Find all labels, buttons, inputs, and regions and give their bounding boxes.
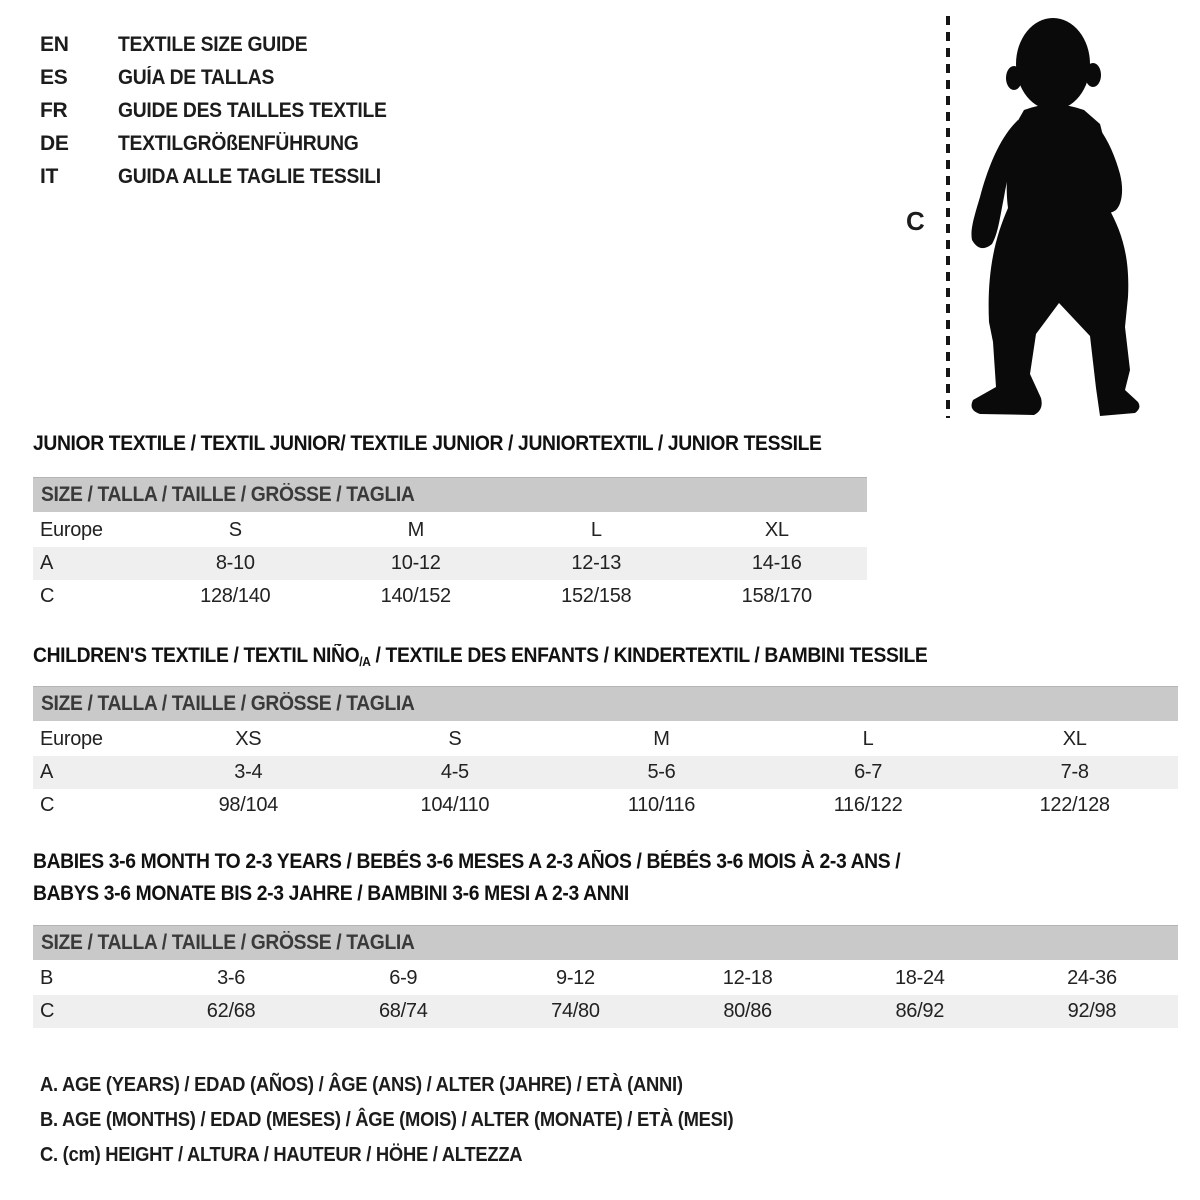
babies-title-line2: BABYS 3-6 MONATE BIS 2-3 JAHRE / BAMBINI 3-6 MESI A 2-3 ANNI: [33, 882, 629, 905]
value-cell: 158/170: [741, 585, 812, 607]
language-list: [40, 28, 410, 193]
table-row-europe: [33, 723, 1178, 756]
childrens-title-subscript: /A: [359, 654, 371, 669]
childrens-title-post: / TEXTILE DES ENFANTS / KINDERTEXTIL / BAMBINI TESSILE: [370, 644, 928, 667]
value-cell: S: [448, 728, 462, 750]
legend: [40, 1068, 794, 1173]
value-cell: 18-24: [894, 967, 945, 989]
legend-line-c: C. (cm) HEIGHT / ALTURA / HAUTEUR / HÖHE / ALTEZZA: [40, 1144, 523, 1166]
value-cell: 9-12: [556, 967, 595, 989]
value-cell: S: [228, 519, 242, 541]
babies-size-table: [33, 925, 1178, 1028]
size-header-label: SIZE / TALLA / TAILLE / GRÖSSE / TAGLIA: [41, 931, 415, 954]
value-cell: 24-36: [1067, 967, 1117, 989]
row-label-cell: A: [40, 761, 54, 783]
row-label-cell: B: [40, 967, 54, 989]
value-cell: 7-8: [1060, 761, 1089, 783]
value-cell: 62/68: [206, 1000, 256, 1022]
height-dashed-line: [946, 16, 950, 418]
language-code: FR: [40, 98, 68, 122]
value-cell: XL: [764, 519, 789, 541]
value-cell: 3-4: [234, 761, 263, 783]
language-row-fr: [40, 94, 410, 127]
row-label-cell: C: [40, 1000, 55, 1022]
language-title: TEXTILGRÖßENFÜHRUNG: [118, 131, 359, 155]
value-cell: 140/152: [380, 585, 451, 607]
size-header-bar: [33, 925, 1178, 960]
table-row-europe: [33, 514, 867, 547]
value-cell: L: [862, 728, 874, 750]
value-cell: 116/122: [833, 794, 903, 816]
language-title: GUÍA DE TALLAS: [118, 65, 275, 89]
language-code: EN: [40, 32, 69, 56]
value-cell: 6-7: [854, 761, 883, 783]
value-cell: 12-13: [571, 552, 622, 574]
value-cell: 92/98: [1067, 1000, 1117, 1022]
value-cell: 74/80: [551, 1000, 600, 1022]
legend-line-a: A. AGE (YEARS) / EDAD (AÑOS) / ÂGE (ANS) / ALTER (JAHRE) / ETÀ (ANNI): [40, 1074, 683, 1096]
size-header-label: SIZE / TALLA / TAILLE / GRÖSSE / TAGLIA: [41, 692, 415, 715]
size-header-label: SIZE / TALLA / TAILLE / GRÖSSE / TAGLIA: [41, 483, 415, 506]
value-cell: 110/116: [627, 794, 696, 816]
legend-line-b: B. AGE (MONTHS) / EDAD (MESES) / ÂGE (MOIS) / ALTER (MONATE) / ETÀ (MESI): [40, 1109, 734, 1131]
value-cell: M: [653, 728, 670, 750]
language-code: ES: [40, 65, 68, 89]
language-title: GUIDE DES TAILLES TEXTILE: [118, 98, 387, 122]
value-cell: 6-9: [389, 967, 418, 989]
value-cell: 80/86: [723, 1000, 772, 1022]
value-cell: 152/158: [561, 585, 632, 607]
value-cell: 3-6: [217, 967, 246, 989]
value-cell: 122/128: [1039, 794, 1110, 816]
row-label-cell: C: [40, 585, 55, 607]
language-row-en: [40, 28, 410, 61]
value-cell: 104/110: [420, 794, 490, 816]
figure-measure-label: C: [906, 206, 925, 236]
value-cell: 5-6: [647, 761, 676, 783]
language-title: TEXTILE SIZE GUIDE: [118, 32, 308, 56]
value-cell: 98/104: [218, 794, 278, 816]
table-row-age-months: [33, 962, 1178, 995]
value-cell: 128/140: [200, 585, 271, 607]
childrens-title-pre: CHILDREN'S TEXTILE / TEXTIL NIÑO: [33, 644, 360, 667]
table-row-height: [33, 580, 867, 613]
table-row-age-years: [33, 547, 867, 580]
language-row-it: [40, 160, 410, 193]
value-cell: 4-5: [440, 761, 469, 783]
value-cell: XL: [1062, 728, 1087, 750]
value-cell: 8-10: [215, 552, 255, 574]
childrens-section-title: [33, 644, 927, 669]
childrens-size-table: [33, 686, 1178, 822]
value-cell: 14-16: [751, 552, 802, 574]
value-cell: 10-12: [390, 552, 441, 574]
junior-section-title: JUNIOR TEXTILE / TEXTIL JUNIOR/ TEXTILE JUNIOR / JUNIORTEXTIL / JUNIOR TESSILE: [33, 432, 822, 455]
language-code: IT: [40, 164, 59, 188]
table-row-height: [33, 789, 1178, 822]
value-cell: 12-18: [722, 967, 773, 989]
size-header-bar: [33, 477, 867, 512]
value-cell: 86/92: [895, 1000, 945, 1022]
language-row-de: [40, 127, 410, 160]
toddler-silhouette-icon: [960, 12, 1140, 422]
row-label-cell: Europe: [40, 519, 103, 541]
babies-title-line1: BABIES 3-6 MONTH TO 2-3 YEARS / BEBÉS 3-6 MESES A 2-3 AÑOS / BÉBÉS 3-6 MOIS À 2-3 ANS /: [33, 850, 901, 873]
value-cell: M: [407, 519, 424, 541]
language-row-es: [40, 61, 410, 94]
table-row-height: [33, 995, 1178, 1028]
table-row-age-years: [33, 756, 1178, 789]
row-label-cell: C: [40, 794, 55, 816]
babies-section-title: [33, 846, 976, 910]
row-label-cell: Europe: [40, 728, 103, 750]
row-label-cell: A: [40, 552, 54, 574]
language-title: GUIDA ALLE TAGLIE TESSILI: [118, 164, 381, 188]
size-header-bar: [33, 686, 1178, 721]
value-cell: 68/74: [378, 1000, 428, 1022]
language-code: DE: [40, 131, 69, 155]
value-cell: XS: [235, 728, 262, 750]
junior-size-table: [33, 477, 867, 613]
value-cell: L: [590, 519, 602, 541]
